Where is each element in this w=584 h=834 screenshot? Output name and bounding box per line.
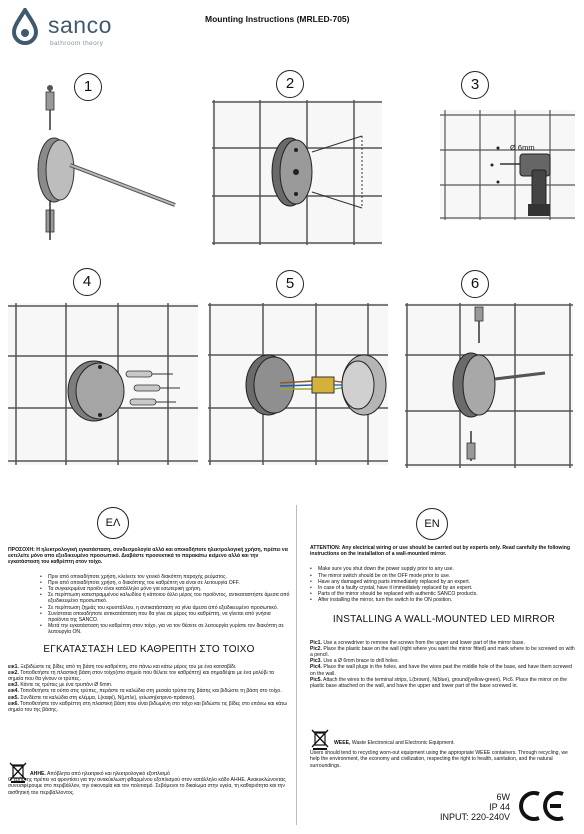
greek-bullet: • Τα συγκεκριμένα προϊόν είναι κατάλληλο μόνο για εσωτερική χρήση. [40,586,290,592]
greek-weee-block: ΑΗΗΕ. Απόβλητα από ηλεκτρικό και ηλεκτρολογικό εξοπλισμό Ο χρήστης πρέπει να φροντίσει για την ανακύκλωση φθαρμένου εξοπλισμού στον κατάλληλο κάδο ΑΗΗΕ. Ανακυκλώνοντας συνεισφέρουμε στο περιβάλλον, την οικονομία και τον πολιτισμό. Σεβόμενοι το δικαίωμα στην υγεία, τη καθαριότητα και την αισθητική του περιβάλλοντος. [8,771,290,796]
step-1-illustration [10,70,200,245]
greek-bullet: • Μετά την εγκατάσταση του καθρέπτη στον τοίχο, για να τον θέσετε σε λειτουργία γυρίστε τον διακόπτη σε λειτουργία ON. [40,623,290,635]
greek-step-text: εικ4. Τοποθετήστε τα ούπα στις τρύπες, περάστε τα καλώδια στη μεσαία τρύπα της βάσης και βιδώστε τη βάση στο τοίχο. [8,688,282,695]
step-number-5: 5 [276,270,304,298]
english-step-text: Pic4. Place the wall plugs in the holes, and have the wires past the middle hole of the base, and have them screwed on the wall. [310,664,572,677]
power-rating: 6W [496,792,510,802]
greek-bullet: • Πριν από οποιαδήποτε χρήση, ο διακόπτης του καθρέπτη να είναι σε λειτουργία OFF. [40,580,290,586]
ce-mark [515,790,567,822]
greek-step-text: εικ6. Τοποθετήστε τον καθρέπτη στη πλαστική βάση που είναι βιδωμένη στο τοίχο και βιδώστε τις βίδες στο επάνω και κάτω σημείο του της βάσης. [8,700,288,714]
drill-size-label: Ø 6mm [510,143,535,152]
greek-bullet-list [40,574,290,636]
step-3-illustration [440,110,575,220]
greek-warning: ΠΡΟΣΟΧΗ: Η ηλεκτρολογική εγκατάσταση, συνδεσμολογία αλλά και οποιαδήποτε ηλεκτρολογική χρήση, πρέπει να εκτελείτε μόνο απο εξειδικευμένο προσωπικό. Διαβάστε προσεκτικά το παρακάτω κείμενο αλλά και την εγκατάσταση του καθρέπτη στον τοίχο. [8,547,288,566]
drop-icon [10,8,40,46]
english-bullet: • The mirror switch should be on the OFF mode prior to use. [310,573,578,579]
step-number-6: 6 [461,270,489,298]
greek-bullet: • Σε περίπτωση ζημιάς του κρυστάλλου, η αντικατάσταση να γίνει άμεσα από εξειδικευμένο προσωπικό. [40,605,290,611]
english-step-text: Pic2. Place the plastic base on the wall (right where you want the mirror fitted) and mark where to be screwed on with a pencil. [310,645,575,659]
ip-rating: IP 44 [489,802,510,812]
greek-bullet: • Συνίσταται οποιαδήποτε αντικατάσταση που θα γίνει σε μέρος του καθρέπτη, να γίνεται από γνήσια προϊόντα της SANCO. [40,611,290,623]
english-weee-title: WEEE, [334,740,351,746]
english-section-badge: EN [416,508,448,540]
step-number-1: 1 [74,73,102,101]
english-bullet-list [310,566,578,603]
english-step-text: Pic5. Attach the wires to the terminal strips, L(brown), N(blue), ground(yellow-green). Pic6. Place the mirror on the plastic base attached on the wall, and have the upper and lower part of the base screwed in. [310,676,568,690]
step-6-illustration [405,303,573,468]
greek-heading: ΕΓΚΑΤΑΣΤΑΣΗ LED ΚΑΘΡΕΠΤΗ ΣΤΟ ΤΟΙΧΟ [43,643,255,655]
english-bullet: • Make sure you shut down the power supply prior to any use. [310,566,578,572]
sanco-logo [8,6,138,52]
greek-step-text: εικ2. Τοποθετήστε τη πλαστική βάση στον τοίχο(στο σημείο που θέλετε τον καθρέπτη) και σημαδέψτε με ένα μολύβι τα σημεία που θα γίνουν οι τρύπες. [8,669,274,683]
english-weee-block: WEEE, Waste Electronical and Electronic Equipment. Users should tend to recycling worn-out equipment using the appropriate WEEE containers. Through recycling, we help the environment, the economy and civilization, respecting the right to health, sanitation, and the natural surroundings. [310,740,578,769]
english-bullet: • After installing the mirror, turn the switch to the ON position. [310,597,578,603]
greek-step-text: εικ1. Ξεβιδώστε τις βίδες από τη βάση του καθρέπτη, στο πάνω και κάτω μέρος του με ένα κατσαβίδι. [8,663,237,670]
english-heading: INSTALLING A WALL-MOUNTED LED MIRROR [332,613,556,625]
greek-step-text: εικ5. Συνδέστε τα καλώδια στη κλέμμα, L(καφέ), N(μπλε), γείωση(κιτρινο-πράσινο). [8,694,196,701]
english-bullet: • Parts of the mirror should be replaced with authentic SANCO products. [310,591,578,597]
english-bullet: • Have any damaged wiring parts immediately replaced by an expert. [310,579,578,585]
step-5-illustration [208,303,388,465]
brand-name: sanco [48,12,112,38]
step-number-2: 2 [276,70,304,98]
step-number-4: 4 [73,268,101,296]
column-divider [296,505,297,825]
greek-instructions [8,547,290,713]
brand-tagline: bathroom theory [50,40,104,47]
greek-bullet: • Σε περίπτωση κατεστραμμένου καλωδίου ή κάποιου άλλο μέρος του προϊόντος, αντικαταστήστε άμεσα από εξειδικευμένο προσωπικό. [40,592,290,604]
product-specs [439,792,510,822]
english-step-text: Pic1. Use a screwdriver to remove the screws from the upper and lower part of the mirror base. [310,639,525,646]
greek-step-text: εικ3. Κάντε τις τρύπες με ένα τρυπάνι Ø 6mm. [8,682,113,689]
greek-weee-title: ΑΗΗΕ. [30,771,46,777]
ce-mark-icon [515,790,567,822]
step-2-illustration [212,100,382,245]
greek-weee-text: Ο χρήστης πρέπει να φροντίσει για την ανακύκλωση φθαρμένου εξοπλισμού στον κατάλληλο κάδο ΑΗΗΕ. Ανακυκλώνοντας συνεισφέρουμε στο περιβάλλον, την οικονομία και τον πολιτισμό. Σεβόμενοι το δικαίωμα στην υγεία, τη καθαριότητα και την αισθητική του περιβάλλοντος. [8,777,286,796]
english-bullet: • In case of a faulty crystal, have it immediately replaced by an expert. [310,585,578,591]
step-number-3: 3 [461,71,489,99]
document-title: Mounting Instructions (MRLED-705) [205,14,350,24]
greek-bullet: • Πριν από οποιαδήποτε χρήση, κλείνετε τον γενικό διακόπτη παροχής ρεύματος. [40,574,290,580]
english-weee-text: Users should tend to recycling worn-out equipment using the appropriate WEEE containers. Through recycling, we help the environment, the economy and civilization, respecting the right to health, sanitation, and the natural surroundings. [310,750,568,769]
english-warning: ATTENTION: Any electrical wiring or use should be carried out by experts only. Read carefully the following instructions on the installation of a wall-mounted mirror. [310,545,571,558]
english-instructions [310,545,578,689]
step-4-illustration [8,303,198,465]
greek-section-badge: ΕΛ [97,507,129,539]
english-step-text: Pic3. Use a Ø 6mm brace to drill holes. [310,658,399,665]
input-voltage: INPUT: 220-240V [439,812,510,822]
